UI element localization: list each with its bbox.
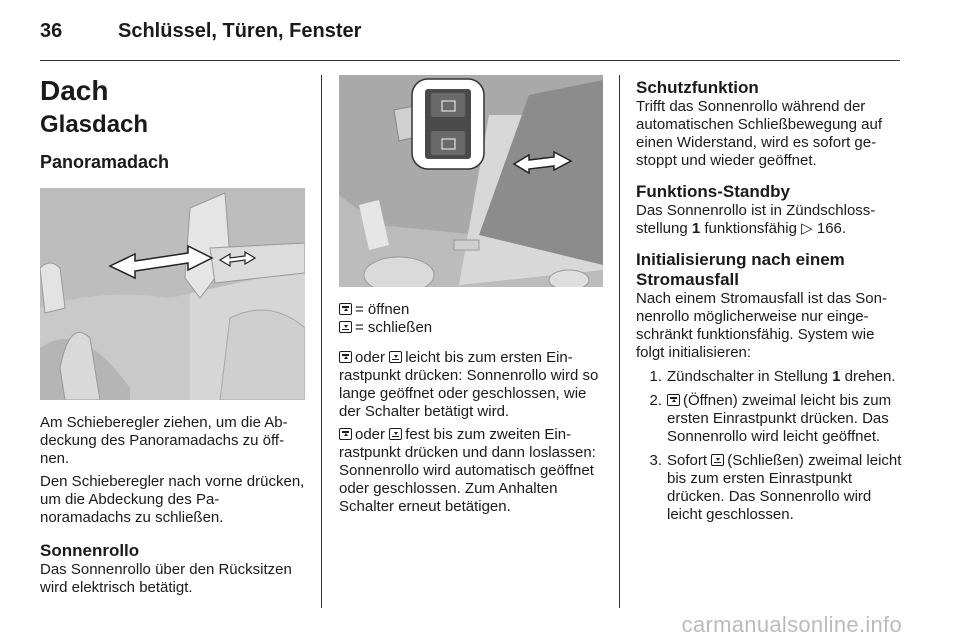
legend-open: = öffnen [339,301,603,319]
sunshade-close-icon [711,454,724,466]
column-2 [339,75,603,516]
header-rule [40,60,900,61]
list-item: 2. (Öffnen) zweimal leicht bis zum ersten Einrastpunkt drücken. Das Sonnenrollo wird leicht geöffnet. [649,392,892,445]
sunshade-open-icon [339,351,352,363]
heading-funktions-standby: Funktions-Standby [636,182,790,201]
sunshade-open-icon [339,428,352,440]
paragraph-sonnenrollo: Das Sonnenrollo über den Rücksitzen wird elektrisch betätigt. [40,561,292,596]
sunshade-close-icon [339,321,352,333]
heading-schutzfunktion: Schutzfunktion [636,78,759,97]
paragraph-schutzfunktion: Trifft das Sonnenrollo während der automatischen Schließbewegung auf einen Widerstand, wird es sofort gestoppt und wieder geöffnet. [636,98,882,169]
column-1 [40,75,305,597]
paragraph-slider-close: Den Schieberegler nach vorne drücken, um die Abdeckung des Panoramadachs zu schließen. [40,473,305,526]
heading-dach: Dach [40,75,109,106]
paragraph-light-press: oder leicht bis zum ersten Einrastpunkt drücken: Sonnenrollo wird so lange geöffnet oder geschlossen, wie der Schalter betätigt wird. [339,349,599,420]
chapter-title: Schlüssel, Türen, Fenster [118,20,362,42]
heading-initialisierung: Initialisierung nach einem Stromausfall [636,250,845,289]
sunshade-switch-illustration [339,75,603,287]
watermark: carmanualsonline.info [681,612,902,637]
legend-close: = schließen [339,319,603,337]
heading-sonnenrollo: Sonnenrollo [40,541,140,560]
column-divider-2 [619,75,620,608]
column-3 [636,75,902,524]
column-divider-1 [321,75,322,608]
paragraph-firm-press: oder fest bis zum zweiten Einrastpunkt drücken und dann loslassen: Sonnenrollo wird automatisch geöffnet oder geschlossen. Zum Anhalten Schalter erneut betätigen. [339,426,596,515]
page-number: 36 [40,20,63,42]
paragraph-initialisierung: Nach einem Stromausfall ist das Sonnenrollo möglicherweise nur eingeschränkt funktionsfähig. System wie folgt initialisieren: [636,290,887,361]
list-item: 1. Zündschalter in Stellung 1 drehen. [649,368,896,385]
heading-panoramadach: Panoramadach [40,152,170,172]
sunshade-close-icon [389,428,402,440]
panoramic-roof-slider-illustration [40,188,305,400]
heading-glasdach: Glasdach [40,111,149,138]
sunshade-open-icon [339,303,352,315]
sunshade-close-icon [389,351,402,363]
list-item: 3. Sofort (Schließen) zweimal leicht bis zum ersten Einrastpunkt drücken. Das Sonnenrollo wird leicht geschlossen. [649,452,902,523]
paragraph-slider-open: Am Schieberegler ziehen, um die Abdeckung des Panoramadachs zu öffnen. [40,414,288,467]
paragraph-funktions-standby: Das Sonnenrollo ist in Zündschlossstellung 1 funktionsfähig ▷ 166. [636,202,876,237]
sunshade-open-icon [667,394,680,406]
page-reference-arrow-icon: ▷ [801,220,813,237]
